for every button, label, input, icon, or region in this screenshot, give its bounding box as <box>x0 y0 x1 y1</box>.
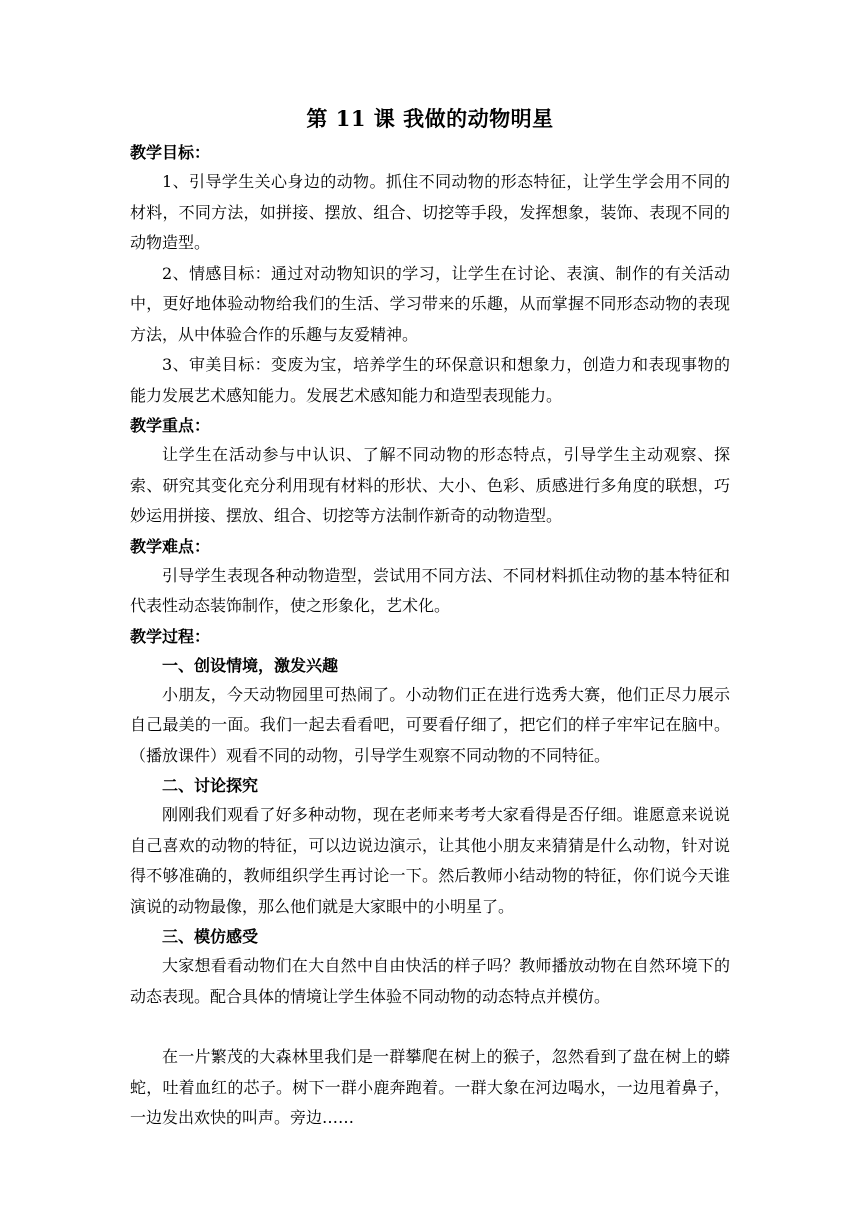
objective-item-1: 1、引导学生关心身边的动物。抓住不同动物的形态特征，让学生学会用不同的材料，不同方法，如拼接、摆放、组合、切挖等手段，发挥想象，装饰、表现不同的动物造型。 <box>130 172 730 252</box>
objective-item-3: 3、审美目标：变废为宝，培养学生的环保意识和想象力，创造力和表现事物的能力发展艺术感知能力。发展艺术感知能力和造型表现能力。 <box>130 355 730 405</box>
difficulties-heading: 教学难点： <box>130 536 211 556</box>
document-title: 第 11 课 我做的动物明星 <box>306 106 554 131</box>
process-step-3-text: 大家想看看动物们在大自然中自由快活的样子吗？教师播放动物在自然环境下的动态表现。配合具体的情境让学生体验不同动物的动态特点并模仿。 <box>130 956 730 1006</box>
key-points-text: 让学生在活动参与中认识、了解不同动物的形态特点，引导学生主动观察、探索、研究其变化充分利用现有材料的形状、大小、色彩、质感进行多角度的联想，巧妙运用拼接、摆放、组合、切挖等方法制作新奇的动物造型。 <box>130 445 730 525</box>
process-step-2-title: 二、讨论探究 <box>162 776 259 795</box>
objectives-heading: 教学目标： <box>130 143 211 162</box>
difficulties-text: 引导学生表现各种动物造型，尝试用不同方法、不同材料抓住动物的基本特征和代表性动态装饰制作，使之形象化，艺术化。 <box>130 565 730 615</box>
document-page <box>130 104 730 1134</box>
process-step-3-title: 三、模仿感受 <box>162 927 259 946</box>
objective-item-2: 2、情感目标：通过对动物知识的学习，让学生在讨论、表演、制作的有关活动中，更好地体验动物给我们的生活、学习带来的乐趣，从而掌握不同形态动物的表现方法，从中体验合作的乐趣与友爱精神。 <box>130 263 730 344</box>
process-step-3-extra: 在一片繁茂的大森林里我们是一群攀爬在树上的猴子，忽然看到了盘在树上的蟒蛇，吐着血红的芯子。树下一群小鹿奔跑着。一群大象在河边喝水，一边甩着鼻子，一边发出欢快的叫声。旁边…… <box>130 1047 730 1127</box>
process-step-1-title: 一、创设情境，激发兴趣 <box>162 655 339 675</box>
paragraph-gap <box>130 1012 730 1042</box>
key-points-heading: 教学重点： <box>130 416 211 435</box>
process-heading: 教学过程： <box>130 626 211 646</box>
process-step-2-text: 刚刚我们观看了好多种动物，现在老师来考考大家看得是否仔细。谁愿意来说说自己喜欢的动物的特征，可以边说边演示，让其他小朋友来猜猜是什么动物，针对说得不够准确的，教师组织学生再讨论一下。然后教师小结动物的特征，你们说今天谁演说的动物最像，那么他们就是大家眼中的小明星了。 <box>130 805 730 916</box>
process-step-1-text: 小朋友，今天动物园里可热闹了。小动物们正在进行选秀大赛，他们正尽力展示自己最美的一面。我们一起去看看吧，可要看仔细了，把它们的样子牢牢记在脑中。（播放课件）观看不同的动物，引导学生观察不同动物的不同特征。 <box>130 684 730 765</box>
